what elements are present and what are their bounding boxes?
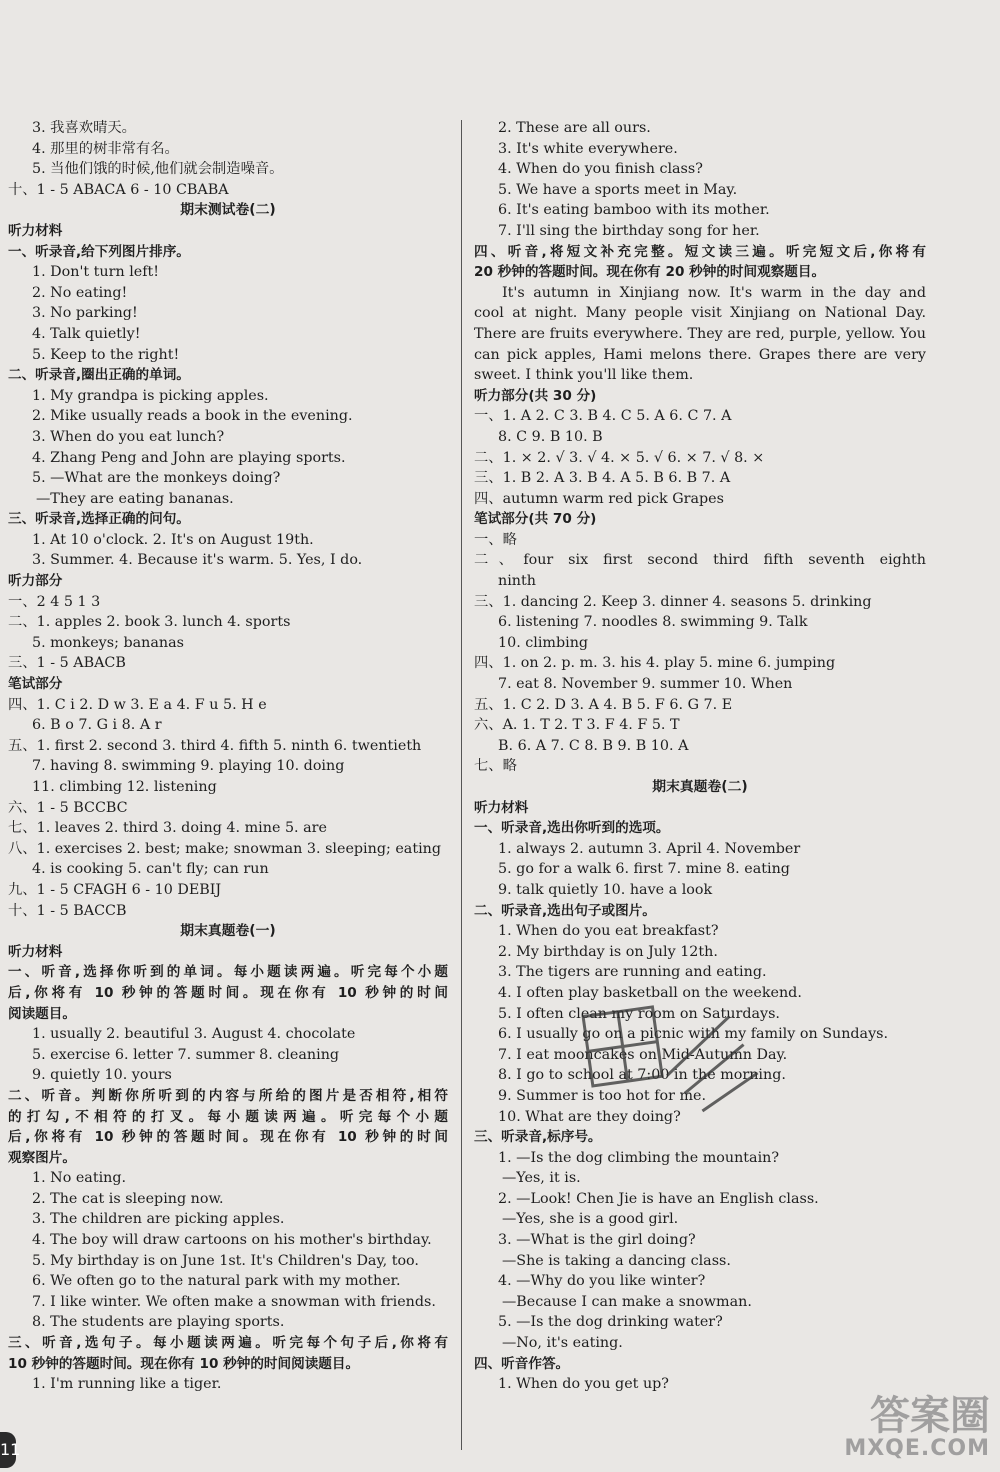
text-line: 1. My grandpa is picking apples. — [32, 387, 269, 404]
text-line: —No, it's eating. — [502, 1335, 623, 1352]
text-line: 一、2 4 5 1 3 — [8, 593, 101, 610]
watermark-cn: 答案圈 — [870, 1392, 990, 1439]
text-line: 10. climbing — [498, 634, 589, 651]
text-line: 三、1. B 2. A 3. B 4. A 5. B 6. B 7. A — [474, 470, 731, 487]
text-line: 1. When do you eat breakfast? — [498, 923, 719, 940]
text-line: 8. I go to school at 7:00 in the morning. — [498, 1067, 786, 1084]
text-line: 期末真题卷(二) — [652, 779, 748, 795]
text-line: 二、听音。判断你所听到的内容与所给的图片是否相符,相符 — [8, 1087, 448, 1104]
text-line: 4. Talk quietly! — [32, 325, 141, 342]
text-line: 四、1. C i 2. D w 3. E a 4. F u 5. H e — [8, 696, 267, 713]
text-line: 七、1. leaves 2. third 3. doing 4. mine 5. are — [8, 820, 327, 837]
text-line: —Yes, it is. — [502, 1170, 581, 1187]
text-line: 1. Don't turn left! — [32, 264, 160, 281]
text-line: 听力部分 — [8, 573, 63, 590]
text-line: 三、听音,选句子。每小题读两遍。听完每个句子后,你将有 — [8, 1335, 448, 1352]
text-line: 3. No parking! — [32, 305, 138, 322]
text-line: 二、听录音,选出句子或图片。 — [474, 902, 656, 919]
text-line: —They are eating bananas. — [36, 490, 234, 507]
text-line: can pick apples, Hami melons there. Grapes there are very — [474, 346, 926, 363]
text-line: 6. I usually go on a picnic with my family on Sundays. — [498, 1026, 889, 1043]
text-line: 4. The boy will draw cartoons on his mother's birthday. — [32, 1232, 432, 1249]
text-line: sweet. I think you'll like them. — [474, 367, 694, 384]
text-line: 7. I'll sing the birthday song for her. — [498, 222, 760, 239]
text-line: 听力部分(共 30 分) — [474, 387, 597, 404]
text-line: 4. is cooking 5. can't fly; can run — [32, 861, 269, 878]
text-line: 十、1 - 5 ABACA 6 - 10 CBABA — [8, 181, 229, 198]
text-line: 9. quietly 10. yours — [32, 1067, 172, 1084]
text-line: 2. These are all ours. — [498, 120, 651, 136]
text-line: 一、略 — [474, 531, 517, 548]
text-line: 阅读题目。 — [8, 1005, 76, 1022]
text-line: 1. At 10 o'clock. 2. It's on August 19th. — [32, 531, 314, 548]
text-line: 六、A. 1. T 2. T 3. F 4. F 5. T — [474, 717, 680, 734]
text-line: 3. When do you eat lunch? — [32, 428, 225, 445]
text-line: 9. talk quietly 10. have a look — [498, 881, 713, 898]
text-line: 7. eat 8. November 9. summer 10. When — [498, 676, 793, 693]
text-line: 5. —What are the monkeys doing? — [32, 470, 281, 487]
text-line: 六、1 - 5 BCCBC — [8, 799, 128, 816]
text-line: 听力材料 — [8, 222, 63, 239]
text-line: 二、听录音,圈出正确的单词。 — [8, 367, 190, 384]
text-line: 4. Zhang Peng and John are playing sports. — [32, 449, 346, 466]
text-line: 3. The tigers are running and eating. — [498, 964, 767, 981]
text-line: 七、略 — [474, 758, 517, 775]
text-line: 四、听音作答。 — [474, 1355, 570, 1372]
text-line: 后,你将有 10 秒钟的答题时间。现在你有 10 秒钟的时间 — [8, 984, 448, 1001]
text-line: 三、听录音,标序号。 — [474, 1129, 602, 1146]
text-line: —Yes, she is a good girl. — [502, 1211, 679, 1228]
text-line: 一、听音,选择你听到的单词。每小题读两遍。听完每个小题 — [8, 964, 448, 981]
ink-stamp — [570, 985, 770, 1135]
text-line: 二、1. × 2. √ 3. √ 4. × 5. √ 6. × 7. √ 8. × — [474, 449, 765, 466]
text-line: 听力材料 — [8, 943, 63, 960]
text-line: 1. always 2. autumn 3. April 4. November — [498, 840, 801, 857]
watermark-en: MXQE.COM — [844, 1435, 990, 1461]
text-line: 5. —Is the dog drinking water? — [498, 1314, 723, 1331]
text-line: 5. go for a walk 6. first 7. mine 8. eating — [498, 861, 790, 878]
text-line: 听力材料 — [474, 799, 529, 816]
text-line: 4. I often play basketball on the weekend. — [498, 984, 802, 1001]
text-line: 3. The children are picking apples. — [32, 1211, 285, 1228]
text-line: 3. It's white everywhere. — [498, 140, 678, 157]
text-line: 1. When do you get up? — [498, 1376, 669, 1393]
text-line: 8. C 9. B 10. B — [498, 428, 603, 445]
text-line: 9. Summer is too hot for me. — [498, 1087, 707, 1104]
text-line: 5. My birthday is on June 1st. It's Children's Day, too. — [32, 1252, 419, 1269]
text-line: 观察图片。 — [8, 1149, 76, 1166]
text-line: 2. My birthday is on July 12th. — [498, 943, 718, 960]
text-line: 三、听录音,选择正确的问句。 — [8, 511, 190, 528]
text-line: 九、1 - 5 CFAGH 6 - 10 DEBIJ — [8, 881, 222, 898]
text-line: cool at night. Many people visit Xinjiang on National Day. — [474, 305, 926, 322]
text-line: 笔试部分(共 70 分) — [474, 511, 597, 528]
text-line: 一、听录音,选出你听到的选项。 — [474, 820, 670, 837]
text-line: ninth — [498, 573, 536, 590]
column-divider — [461, 120, 462, 1450]
text-line: 期末测试卷(二) — [180, 202, 276, 219]
text-line: 6. We often go to the natural park with my mother. — [32, 1273, 401, 1290]
text-line: 10. What are they doing? — [498, 1108, 681, 1125]
text-line: 八、1. exercises 2. best; make; snowman 3. sleeping; eating — [8, 840, 442, 857]
right-column — [474, 118, 926, 1395]
text-line: 20 秒钟的答题时间。现在你有 20 秒钟的时间观察题目。 — [474, 264, 826, 281]
text-line: 四、1. on 2. p. m. 3. his 4. play 5. mine 6. jumping — [474, 655, 836, 672]
text-line: 2. The cat is sleeping now. — [32, 1190, 224, 1207]
text-line: 3. Summer. 4. Because it's warm. 5. Yes, I do. — [32, 552, 363, 569]
watermark — [844, 1392, 990, 1461]
text-line: 7. I eat mooncakes on Mid-Autumn Day. — [498, 1046, 788, 1063]
text-line: 4. 那里的树非常有名。 — [32, 140, 179, 157]
text-line: 2. —Look! Chen Jie is have an English class. — [498, 1190, 819, 1207]
text-line: 一、听录音,给下列图片排序。 — [8, 243, 190, 260]
text-line: 5. monkeys; bananas — [32, 634, 184, 651]
text-line: 6. listening 7. noodles 8. swimming 9. Talk — [498, 614, 808, 631]
text-line: 一、1. A 2. C 3. B 4. C 5. A 6. C 7. A — [474, 408, 732, 425]
text-line: 2. No eating! — [32, 284, 128, 301]
text-line: 2. Mike usually reads a book in the evening. — [32, 408, 353, 425]
text-line: 10 秒钟的答题时间。现在你有 10 秒钟的时间阅读题目。 — [8, 1355, 360, 1372]
text-line: —Because I can make a snowman. — [502, 1293, 752, 1310]
text-line: 8. The students are playing sports. — [32, 1314, 285, 1331]
text-line: 十、1 - 5 BACCB — [8, 902, 127, 919]
text-line: It's autumn in Xinjiang now. It's warm in the day and — [502, 284, 926, 301]
text-line: 3. —What is the girl doing? — [498, 1232, 696, 1249]
text-line: 五、1. C 2. D 3. A 4. B 5. F 6. G 7. E — [474, 696, 733, 713]
text-line: 6. B o 7. G i 8. A r — [32, 717, 162, 734]
text-line: 二、1. apples 2. book 3. lunch 4. sports — [8, 614, 291, 631]
text-line: —She is taking a dancing class. — [502, 1252, 731, 1269]
text-line: 4. —Why do you like winter? — [498, 1273, 706, 1290]
text-line: 二、four six first second third fifth seventh eighth — [474, 552, 926, 569]
text-line: 7. having 8. swimming 9. playing 10. doing — [32, 758, 345, 775]
text-line: 7. I like winter. We often make a snowman with friends. — [32, 1293, 436, 1310]
text-line: 5. Keep to the right! — [32, 346, 180, 363]
text-line: 1. —Is the dog climbing the mountain? — [498, 1149, 780, 1166]
text-line: 5. We have a sports meet in May. — [498, 181, 738, 198]
text-line: 五、1. first 2. second 3. third 4. fifth 5. ninth 6. twentieth — [8, 737, 422, 754]
text-line: 1. I'm running like a tiger. — [32, 1376, 222, 1393]
text-line: 三、1 - 5 ABACB — [8, 655, 126, 672]
text-line: 期末真题卷(一) — [180, 923, 276, 940]
text-line: There are fruits everywhere. They are red, purple, yellow. You — [474, 325, 926, 342]
text-line: 1. usually 2. beautiful 3. August 4. chocolate — [32, 1026, 356, 1043]
left-column — [8, 118, 448, 1395]
text-line: 笔试部分 — [8, 676, 63, 693]
text-line: 四、autumn warm red pick Grapes — [474, 490, 724, 507]
text-line: 三、1. dancing 2. Keep 3. dinner 4. seasons 5. drinking — [474, 593, 872, 610]
text-line: 5. exercise 6. letter 7. summer 8. cleaning — [32, 1046, 340, 1063]
text-line: 4. When do you finish class? — [498, 161, 703, 178]
text-line: 的打勾,不相符的打叉。每小题读两遍。听完每个小题 — [8, 1108, 448, 1125]
text-line: B. 6. A 7. C 8. B 9. B 10. A — [498, 737, 689, 754]
text-line: 5. I often clean my room on Saturdays. — [498, 1005, 780, 1022]
text-line: 11. climbing 12. listening — [32, 779, 217, 795]
text-line: 6. It's eating bamboo with its mother. — [498, 202, 770, 219]
text-line: 后,你将有 10 秒钟的答题时间。现在你有 10 秒钟的时间 — [8, 1129, 448, 1146]
page-number: 11 — [0, 1432, 16, 1468]
text-line: 5. 当他们饿的时候,他们就会制造噪音。 — [32, 161, 284, 178]
text-line: 3. 我喜欢晴天。 — [32, 120, 136, 136]
text-line: 四、听音,将短文补充完整。短文读三遍。听完短文后,你将有 — [474, 243, 926, 260]
text-line: 1. No eating. — [32, 1170, 127, 1187]
